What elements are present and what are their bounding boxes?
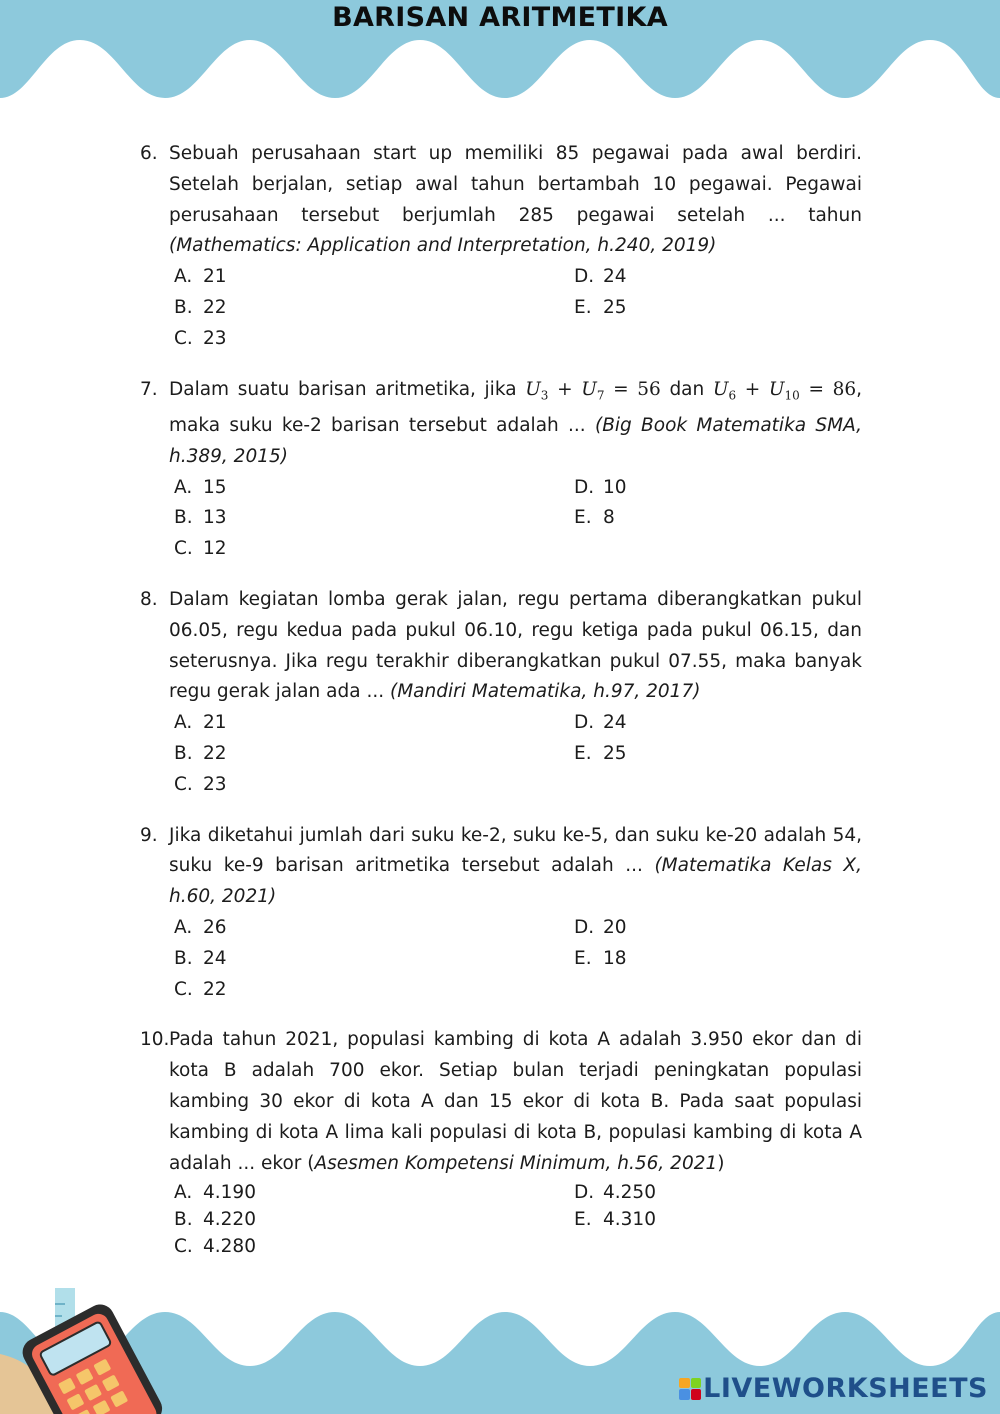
option-value: 18	[603, 947, 627, 969]
option-d[interactable]	[574, 708, 874, 739]
question-number: 6.	[140, 143, 158, 164]
option-letter: A.	[174, 476, 193, 498]
question-6	[140, 139, 862, 355]
answer-options	[174, 262, 862, 354]
option-value: 4.310	[603, 1209, 656, 1231]
eq-term: U	[581, 378, 597, 400]
option-letter: A.	[174, 917, 193, 939]
option-value: 13	[203, 507, 227, 529]
question-source: (Mathematics: Application and Interpretation, h.240, 2019)	[169, 235, 717, 257]
option-letter: E.	[574, 296, 592, 318]
option-letter: D.	[574, 917, 595, 939]
option-value: 21	[203, 266, 227, 288]
option-letter: C.	[174, 978, 193, 1000]
option-value: 24	[603, 266, 627, 288]
eq-value: 56	[637, 378, 661, 400]
option-d[interactable]	[574, 473, 874, 504]
option-a[interactable]	[174, 913, 574, 944]
option-value: 4.220	[203, 1209, 256, 1231]
option-value: 15	[203, 476, 227, 498]
eq-term: U	[768, 378, 785, 400]
option-a[interactable]	[174, 1179, 574, 1206]
option-d[interactable]	[574, 913, 874, 944]
option-c[interactable]	[174, 975, 574, 1006]
option-a[interactable]	[174, 708, 574, 739]
option-value: 23	[203, 327, 227, 349]
answer-options	[174, 913, 862, 1005]
option-c[interactable]	[174, 770, 574, 801]
question-text	[169, 139, 862, 262]
option-b[interactable]	[174, 503, 574, 534]
question-number: 7.	[140, 378, 158, 400]
option-value: 21	[203, 712, 227, 734]
question-number: 10.	[140, 1029, 170, 1051]
question-text	[169, 375, 862, 473]
option-b[interactable]	[174, 944, 574, 975]
option-d[interactable]	[574, 1179, 874, 1206]
option-value: 4.280	[203, 1236, 256, 1258]
option-value: 4.250	[603, 1182, 656, 1204]
eq-term: U	[712, 378, 729, 400]
option-letter: E.	[574, 507, 592, 529]
question-body-start: Dalam suatu barisan aritmetika, jika	[169, 378, 517, 400]
option-e[interactable]	[574, 944, 874, 975]
option-letter: A.	[174, 1182, 193, 1204]
question-8	[140, 585, 862, 801]
option-e[interactable]	[574, 293, 874, 324]
question-source: (Mandiri Matematika, h.97, 2017)	[389, 681, 701, 703]
question-body: Dalam kegiatan lomba gerak jalan, regu pertama diberangkatkan pukul 06.05, regu kedua pada pukul 06.10, regu ketiga pada pukul 06.15, dan seterusnya. Jika regu terakhir diberangkatkan pukul 07.55, maka banyak regu gerak jalan ada ...	[169, 589, 862, 703]
liveworksheets-logo-icon	[679, 1378, 701, 1400]
option-e[interactable]	[574, 1206, 874, 1233]
brand-name: LIVEWORKSHEETS	[703, 1373, 988, 1404]
option-value: 22	[203, 743, 227, 765]
option-a[interactable]	[174, 473, 574, 504]
option-value: 22	[203, 978, 227, 1000]
question-9	[140, 821, 862, 1006]
option-value: 24	[203, 947, 227, 969]
option-value: 4.190	[203, 1182, 256, 1204]
question-list	[140, 139, 862, 1280]
question-body-mid: dan	[669, 378, 705, 400]
option-value: 10	[603, 476, 627, 498]
option-letter: D.	[574, 266, 595, 288]
question-body: Pada tahun 2021, populasi kambing di kota A adalah 3.950 ekor dan di kota B adalah 700 ekor. Setiap bulan terjadi peningkatan populasi kambing 30 ekor di kota A dan 15 ekor di kota B. Pada saat populasi kambing di kota A lima kali populasi di kota B, populasi kambing di kota A adalah ... ekor	[169, 1029, 862, 1174]
option-a[interactable]	[174, 262, 574, 293]
option-e[interactable]	[574, 503, 874, 534]
option-b[interactable]	[174, 293, 574, 324]
option-value: 8	[603, 507, 615, 529]
liveworksheets-logo[interactable]	[679, 1373, 988, 1404]
question-source: Asesmen Kompetensi Minimum, h.56, 2021	[314, 1152, 718, 1174]
option-c[interactable]	[174, 534, 574, 565]
eq-subscript: 7	[596, 388, 605, 403]
option-letter: B.	[174, 947, 193, 969]
option-value: 20	[603, 917, 627, 939]
question-text	[169, 821, 862, 913]
option-b[interactable]	[174, 1206, 574, 1233]
option-value: 23	[203, 773, 227, 795]
page-title: BARISAN ARITMETIKA	[332, 2, 668, 33]
option-letter: E.	[574, 1209, 592, 1231]
option-value: 24	[603, 712, 627, 734]
eq-subscript: 6	[728, 388, 737, 403]
option-value: 22	[203, 296, 227, 318]
option-letter: E.	[574, 947, 592, 969]
answer-options	[174, 1179, 862, 1260]
option-value: 25	[603, 296, 627, 318]
answer-options	[174, 708, 862, 800]
option-letter: A.	[174, 266, 193, 288]
question-7	[140, 375, 862, 565]
equation-1: $U_3 + U_7 = 56$	[525, 378, 661, 403]
question-body: Sebuah perusahaan start up memiliki 85 pegawai pada awal berdiri. Setelah berjalan, setiap awal tahun bertambah 10 pegawai. Pegawai perusahaan tersebut berjumlah 285 pegawai setelah ... tahun	[169, 143, 862, 226]
eq-value: 86	[832, 378, 857, 400]
option-c[interactable]	[174, 324, 574, 355]
option-letter: C.	[174, 773, 193, 795]
option-b[interactable]	[174, 739, 574, 770]
option-letter: B.	[174, 743, 193, 765]
option-c[interactable]	[174, 1233, 574, 1260]
option-letter: E.	[574, 743, 592, 765]
option-letter: D.	[574, 1182, 595, 1204]
question-text	[169, 1025, 862, 1179]
option-value: 25	[603, 743, 627, 765]
option-letter: B.	[174, 1209, 193, 1231]
option-e[interactable]	[574, 739, 874, 770]
question-source: (Matematika Kelas X, h.60, 2021)	[169, 855, 862, 908]
option-letter: C.	[174, 538, 193, 560]
source-close-paren: )	[717, 1152, 725, 1174]
option-value: 12	[203, 538, 227, 560]
option-letter: C.	[174, 327, 193, 349]
calculator-icon	[0, 1284, 170, 1414]
question-body: Jika diketahui jumlah dari suku ke-2, suku ke-5, dan suku ke-20 adalah 54, suku ke-9 barisan aritmetika tersebut adalah ...	[169, 824, 862, 877]
source-open-paren: (	[307, 1152, 315, 1174]
equation-2: $U_6 + U_{10} = 86$	[712, 378, 857, 403]
option-letter: B.	[174, 507, 193, 529]
option-letter: C.	[174, 1236, 193, 1258]
option-d[interactable]	[574, 262, 874, 293]
option-letter: D.	[574, 476, 595, 498]
question-10	[140, 1025, 862, 1260]
option-letter: B.	[174, 296, 193, 318]
option-letter: A.	[174, 712, 193, 734]
question-source: (Big Book Matematika SMA, h.389, 2015)	[169, 415, 862, 467]
question-number: 8.	[140, 589, 158, 611]
eq-subscript: 10	[784, 388, 800, 403]
eq-subscript: 3	[540, 388, 549, 403]
eq-term: U	[525, 378, 541, 400]
option-letter: D.	[574, 712, 595, 734]
answer-options	[174, 473, 862, 565]
option-value: 26	[203, 917, 227, 939]
question-number: 9.	[140, 824, 158, 846]
question-body-end: , maka suku ke-2 barisan tersebut adalah ...	[169, 378, 863, 437]
question-text	[169, 585, 862, 708]
